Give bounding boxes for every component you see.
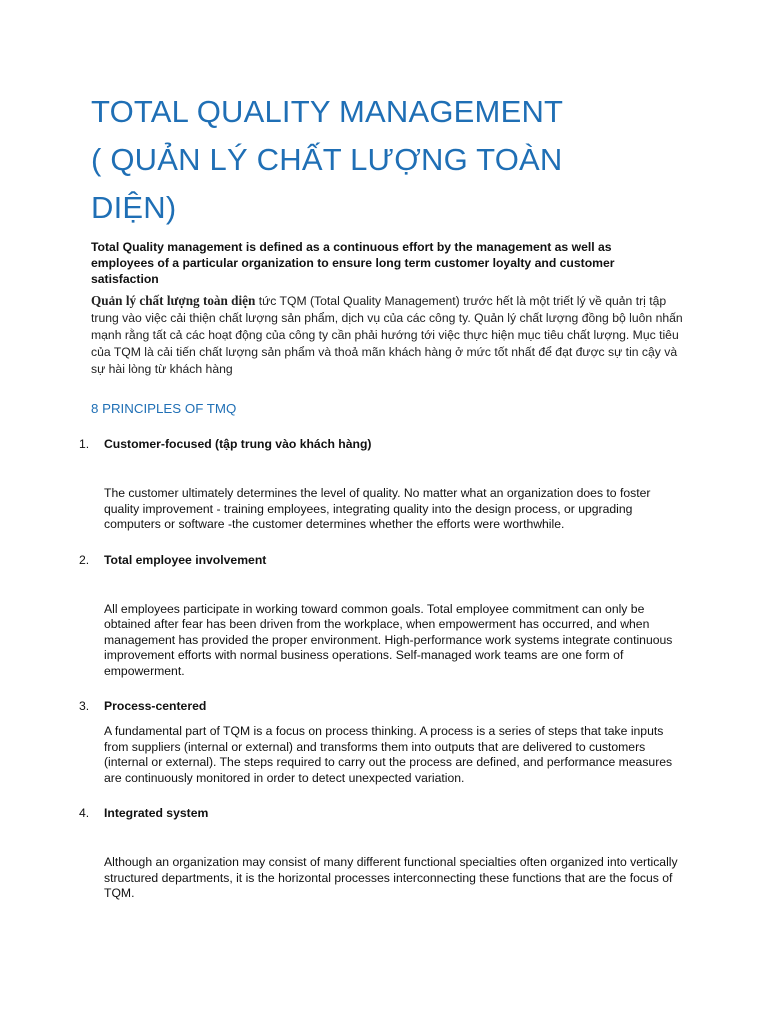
principles-section-heading: 8 PRINCIPLES OF TMQ [91,401,237,416]
vietnamese-intro-term: Quản lý chất lượng toàn diện [91,293,256,308]
document-page [79,88,691,902]
principle-item [79,552,691,680]
vietnamese-intro-text: tức TQM (Total Quality Management) trước hết là một triết lý về quản trị tập trung vào việc cải thiện chất lượng sản phẩm, dịch vụ của các công ty. Quản lý chất lượng đồng bộ luôn nhấn mạnh rằng tất cả các hoạt động của công ty cần phải hướng tới việc thực hiện mục tiêu chất lượng. Mục tiêu của TQM là cải tiến chất lượng sản phẩm và thoả mãn khách hàng ở mức tốt nhất để đạt được sự tin cậy và sự hài lòng từ khách hàng [91,294,683,376]
principle-body: All employees participate in working toward common goals. Total employee commitment can only be obtained after fear has been driven from the workplace, when empowerment has occurred, and when management has provided the proper environment. High-performance work systems integrate continuous improvement efforts with normal business operations. Self-managed work teams are one form of empowerment. [104,601,673,678]
document-title [91,88,691,232]
principles-list [79,436,691,902]
vietnamese-intro [91,292,691,378]
principle-number: 3. [79,699,90,713]
principle-heading [79,805,691,821]
principle-item [79,698,691,786]
principle-title: Process-centered [104,699,207,713]
title-line-1: TOTAL QUALITY MANAGEMENT [91,94,564,129]
principle-body: A fundamental part of TQM is a focus on process thinking. A process is a series of steps that take inputs from suppliers (internal or external) and transforms them into outputs that are delivered to customers (internal or external). The steps required to carry out the process are defined, and performance measures are continuously monitored in order to detect unexpected variation. [104,724,673,785]
principle-item [79,805,691,902]
principle-item [79,436,691,533]
principle-body: The customer ultimately determines the level of quality. No matter what an organization does to foster quality improvement - training employees, integrating quality into the design process, or upgrading computers or software -the customer determines whether the efforts were worthwhile. [104,486,651,531]
principle-heading [79,436,691,452]
title-line-3: DIỆN) [91,190,177,225]
principle-body: Although an organization may consist of many different functional specialties often organized into vertically structured departments, it is the horizontal processes interconnecting these functions that are the focus of TQM. [104,855,678,900]
title-line-2: ( QUẢN LÝ CHẤT LƯỢNG TOÀN [91,142,563,177]
principle-title: Integrated system [104,806,209,820]
principle-number: 1. [79,437,90,451]
principle-title: Total employee involvement [104,552,267,567]
principle-heading [79,698,691,714]
principle-number: 4. [79,806,90,820]
principle-heading [79,552,691,568]
definition-subtitle: Total Quality management is defined as a continuous effort by the management as well as employees of a particular organization to ensure long term customer loyalty and customer satisfaction [91,240,615,286]
principle-number: 2. [79,552,90,567]
principle-title: Customer-focused (tập trung vào khách hàng) [104,437,372,451]
